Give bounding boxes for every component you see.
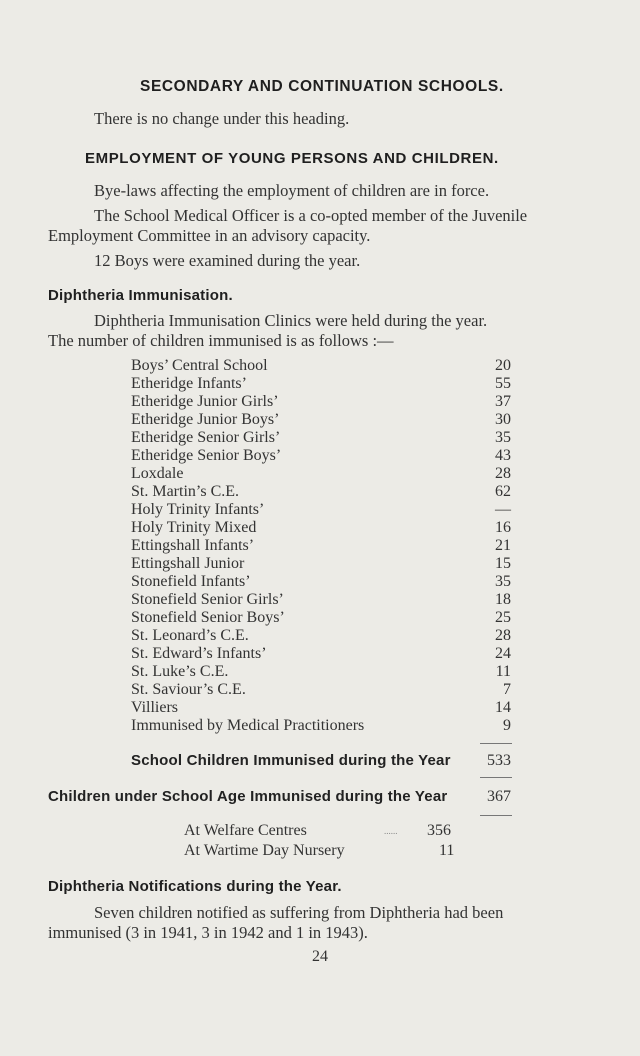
paragraph-clinics-2: The number of children immunised is as follows :— [48,331,394,350]
school-name: Holy Trinity Mixed [131,519,257,536]
school-name: Etheridge Junior Boys’ [131,411,280,428]
page-number: 24 [312,948,328,965]
total-rule-top [480,743,512,744]
school-name: Etheridge Infants’ [131,375,247,392]
heading-diphtheria-notifications: Diphtheria Notifications during the Year. [48,878,342,895]
paragraph-notified-1: Seven children notified as suffering from Diphtheria had been [94,903,504,922]
under-school-age-row [48,788,511,806]
heading-secondary-schools: SECONDARY AND CONTINUATION SCHOOLS. [140,78,504,95]
paragraph-clinics-1: Diphtheria Immunisation Clinics were held during the year. [94,311,488,330]
paragraph-boys-examined: 12 Boys were examined during the year. [94,251,361,270]
school-name: St. Leonard’s C.E. [131,627,249,644]
school-row [131,681,511,699]
school-row [131,501,511,519]
welfare-centres-dots: ...... [384,826,398,836]
school-name: Ettingshall Infants’ [131,537,255,554]
paragraph-medical-officer-1: The School Medical Officer is a co-opted member of the Juvenile [94,206,528,225]
school-row [131,699,511,717]
school-count: 28 [495,465,511,482]
school-row [131,357,511,375]
school-children-total-row [131,752,511,770]
school-row [131,429,511,447]
school-count: 16 [495,519,511,536]
school-count: 25 [495,609,511,626]
school-count: 62 [495,483,511,500]
school-name: Stonefield Senior Girls’ [131,591,284,608]
school-row [131,609,511,627]
school-count: 43 [495,447,511,464]
school-row [131,375,511,393]
school-row [131,393,511,411]
school-name: Etheridge Senior Boys’ [131,447,282,464]
school-name: Stonefield Senior Boys’ [131,609,285,626]
school-row [131,465,511,483]
school-count: 11 [495,663,511,680]
school-row [131,573,511,591]
paragraph-no-change: There is no change under this heading. [94,109,350,128]
school-name: Holy Trinity Infants’ [131,501,265,518]
school-count: 20 [495,357,511,374]
school-name: Ettingshall Junior [131,555,245,572]
school-count: 35 [495,573,511,590]
school-name: Etheridge Senior Girls’ [131,429,281,446]
school-count: — [495,501,511,518]
school-row [131,717,511,735]
wartime-nursery-label: At Wartime Day Nursery [184,842,345,859]
school-row [131,411,511,429]
school-row [131,447,511,465]
paragraph-notified-2: immunised (3 in 1941, 3 in 1942 and 1 in 1943). [48,923,368,942]
wartime-nursery-value: 11 [439,842,455,859]
paragraph-medical-officer-2: Employment Committee in an advisory capacity. [48,226,371,245]
school-count: 9 [503,717,511,734]
heading-employment: EMPLOYMENT OF YOUNG PERSONS AND CHILDREN. [85,150,499,167]
school-row [131,555,511,573]
under-school-age-label: Children under School Age Immunised during the Year [48,788,448,805]
school-name: St. Martin’s C.E. [131,483,240,500]
school-row [131,483,511,501]
total-rule-middle [480,777,512,778]
total-rule-bottom [480,815,512,816]
under-school-age-value: 367 [487,788,511,805]
school-name: Stonefield Infants’ [131,573,251,590]
school-row [131,627,511,645]
school-count: 35 [495,429,511,446]
school-children-total-label: School Children Immunised during the Year [131,752,451,769]
school-row [131,537,511,555]
school-name: Etheridge Junior Girls’ [131,393,279,410]
school-name: Loxdale [131,465,184,482]
welfare-centres-value: 356 [427,822,451,839]
school-count: 30 [495,411,511,428]
school-row [131,663,511,681]
school-count: 14 [495,699,511,716]
school-name: St. Saviour’s C.E. [131,681,246,698]
school-name: Immunised by Medical Practitioners [131,717,365,734]
school-count: 55 [495,375,511,392]
paragraph-byelaws: Bye-laws affecting the employment of children are in force. [94,181,490,200]
school-name: Boys’ Central School [131,357,268,374]
school-children-total-value: 533 [487,752,511,769]
school-row [131,519,511,537]
school-name: St. Edward’s Infants’ [131,645,267,662]
heading-diphtheria-immunisation: Diphtheria Immunisation. [48,287,233,304]
school-row [131,591,511,609]
school-name: Villiers [131,699,179,716]
school-row [131,645,511,663]
school-count: 15 [495,555,511,572]
school-count: 28 [495,627,511,644]
school-count: 7 [503,681,511,698]
school-count: 24 [495,645,511,662]
school-count: 21 [495,537,511,554]
school-immunisation-list [131,357,511,735]
school-name: St. Luke’s C.E. [131,663,229,680]
welfare-centres-label: At Welfare Centres [184,822,307,839]
school-count: 18 [495,591,511,608]
school-count: 37 [495,393,511,410]
